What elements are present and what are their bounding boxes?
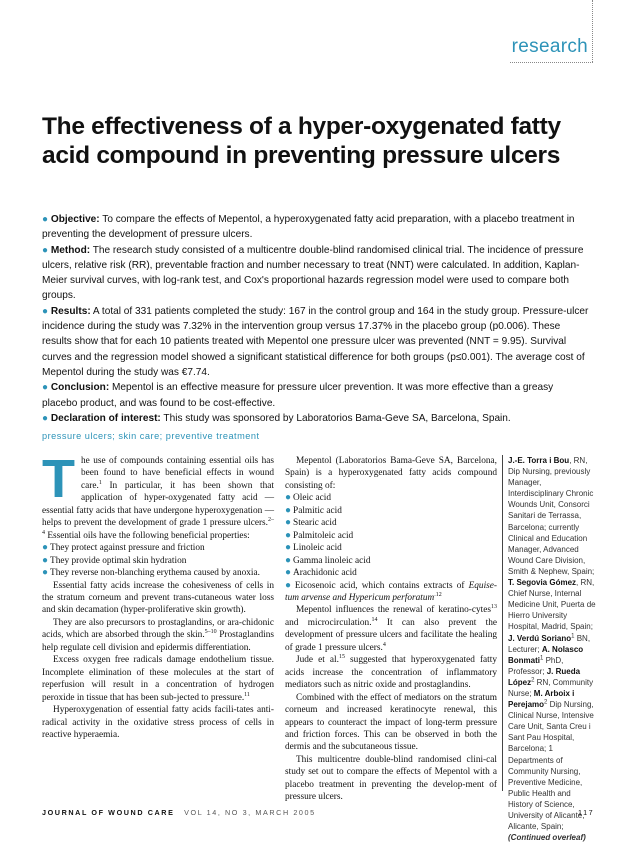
- bullet-icon: ●: [42, 244, 49, 256]
- drop-cap: T: [42, 449, 75, 509]
- list-item: ● Stearic acid: [285, 517, 337, 529]
- list-item: ● They protect against pressure and friction: [42, 542, 205, 554]
- bullet-icon: ●: [285, 504, 292, 516]
- page-number: 117: [578, 808, 595, 817]
- author-name: J.-E. Torra i Bou: [508, 456, 570, 465]
- author-name: J. Rueda López: [508, 666, 581, 687]
- column-divider: [502, 455, 503, 791]
- bullet-icon: ●: [285, 517, 292, 529]
- abstract: [42, 212, 590, 426]
- author-name: J. Verdú Soriano: [508, 633, 572, 643]
- list-item: ● They provide optimal skin hydration: [42, 554, 187, 566]
- abstract-results: ● Results: A total of 331 patients completed the study: 167 in the control group and 164 in the study group. Pressure-ulcer incidence during the study was 7.32% in the intervention group versus 17.37% in the placebo group (p0.006). These results show that for each 10 patients treated with Mepentol one pressure ulcer was prevented (NNT = 9.95). Survival curves and the regression model showed a significant statistical difference for both groups (p≤0.001). The average cost of Mepentol during the study was €7.74.: [42, 305, 589, 378]
- bullet-icon: ●: [42, 542, 49, 554]
- bullet-icon: ●: [42, 382, 49, 394]
- bullet-icon: ●: [42, 214, 49, 225]
- abstract-declaration: ● Declaration of interest: This study was sponsored by Laboratorios Bama-Geve SA, Barcelona, Spain.: [42, 412, 511, 424]
- abstract-objective: ● Objective: To compare the effects of Mepentol, a hyperoxygenated fatty acid preparation, with a placebo treatment in preventing the development of pressure ulcers.: [42, 214, 575, 241]
- journal-volume: VOL 14, NO 3, MARCH 2005: [184, 808, 316, 817]
- bullet-icon: ●: [42, 412, 49, 424]
- bullet-icon: ●: [42, 554, 49, 566]
- list-item: ● Linoleic acid: [285, 542, 342, 554]
- list-item: ● Palmitoleic acid: [285, 529, 354, 541]
- list-item: ● Oleic acid: [285, 492, 331, 504]
- continued-note: (Continued overleaf): [508, 833, 586, 843]
- list-item: ● Gamma linoleic acid: [285, 554, 371, 566]
- paragraph: Mepentol (Laboratorios Bama-Geve SA, Barcelona, Spain) is a hyperoxygenated fatty acids compound consisting of:: [285, 456, 497, 491]
- paragraph: The use of compounds containing essential oils has been found to have beneficial effects in wound care.$^1$ In particular, it has been shown that application of hyper-oxygenated fatty acid — essential fatty acids that have undergone hyperoxygenation — helps to prevent the development of grade 1 pressure ulcers.$^{2-4}$ Essential oils have the following beneficial properties:: [42, 449, 274, 541]
- body-column-1: [42, 449, 274, 741]
- header-rule-vertical: [592, 0, 593, 62]
- ingredients-list: [285, 492, 497, 604]
- bullet-icon: ●: [285, 529, 292, 541]
- list-item: ● Eicosenoic acid, which contains extracts of Equise-tum arvense and Hypericum perforatum$^{.12}$: [285, 579, 497, 603]
- keywords: pressure ulcers; skin care; preventive treatment: [42, 431, 260, 441]
- bullet-icon: ●: [285, 542, 292, 554]
- abstract-conclusion: ● Conclusion: Mepentol is an effective measure for pressure ulcer prevention. It was more effective than a greasy placebo product, and was found to be cost-effective.: [42, 382, 554, 409]
- author-name: M. Arboix i Perejamo: [508, 688, 575, 710]
- bullet-icon: ●: [285, 579, 293, 591]
- paragraph: Jude et al.$^{15}$ suggested that hyperoxygenated fatty acids increase the concentration of inflammatory mediators such as nitric oxide and prostaglandins.: [285, 654, 497, 691]
- paragraph: Combined with the effect of mediators on the stratum corneum and increased keratinocyte renewal, this appears to counteract the impact of long-term pressure and friction forces. This can be observed in both the dermis and the subcutaneous tissue.: [285, 692, 497, 753]
- author-name: T. Segovia Gómez: [508, 578, 577, 588]
- journal-name: JOURNAL OF WOUND CARE: [42, 808, 175, 817]
- author-name: A. Nolasco Bonmati: [508, 644, 584, 665]
- list-item: ● Arachidonic acid: [285, 567, 357, 579]
- paragraph: Essential fatty acids increase the cohesiveness of cells in the stratum corneum and prevent trans-cutaneous water loss and skin decamation (hyper-proliferative skin growth).: [42, 580, 274, 616]
- list-item: ● They reverse non-blanching erythema caused by anoxia.: [42, 567, 260, 579]
- bullet-icon: ●: [285, 567, 292, 579]
- paragraph: This multicentre double-blind randomised clini-cal study set out to compare the effects of Mepentol with a placebo treatment in preventing the develop-ment of pressure ulcers.: [285, 754, 497, 803]
- abstract-method: ● Method: The research study consisted of a multicentre double-blind randomised clinical trial. The incidence of pressure ulcers, relative risk (RR), preventable fraction and number necessary to treat (NNT) were calculated. In addition, Kaplan-Meier survival curves, with log-rank test, and Cox's proportional hazards regression model were used to compare both groups.: [42, 244, 584, 302]
- paragraph: Mepentol influences the renewal of keratino-cytes$^{13}$ and microcirculation.$^{14}$ It can also prevent the development of pressure ulcers and facilitate the healing of grade 1 pressure ulcers.$^4$: [285, 604, 497, 653]
- paragraph: Excess oxygen free radicals damage endothelium tissue. Incomplete elimination of these molecules at the start of reperfusion will result in a concentration of hydrogen peroxide in tissue that has been sub-jected to pressure.$^{11}$: [42, 655, 274, 703]
- paragraph: They are also precursors to prostaglandins, or ara-chidonic acids, which are absorbed through the skin.$^{5-10}$ Prostaglandins help regulate cell division and epidermis differentiation.: [42, 617, 274, 653]
- body-column-2: [285, 455, 497, 804]
- header-rule-horizontal: [510, 62, 593, 63]
- section-label: research: [511, 36, 588, 57]
- bullet-icon: ●: [285, 554, 292, 566]
- bullet-icon: ●: [42, 305, 49, 317]
- article-title: The effectiveness of a hyper-oxygenated fatty acid compound in preventing pressure ulcers: [42, 113, 561, 169]
- properties-list: [42, 542, 274, 579]
- page-footer: [42, 808, 316, 817]
- list-item: ● Palmitic acid: [285, 504, 342, 516]
- bullet-icon: ●: [42, 567, 49, 579]
- bullet-icon: ●: [285, 492, 292, 504]
- paragraph: Hyperoxygenation of essential fatty acids facili-tates anti-radical activity in the oxidative stress process of cells in reactive hyperaemia.: [42, 705, 274, 740]
- author-affiliations: J.-E. Torra i Bou, RN, Dip Nursing, previously Manager, Interdisciplinary Chronic Wounds Unit, Consorci Sanitari de Terrassa, Barcelona; currently Clinical and Education Manager, Advanced Wound Care Division, Smith & Nephew, Spain; T. Segovia Gómez, RN, Chief Nurse, Internal Medicine Unit, Puerta de Hierro University Hospital, Madrid, Spain; J. Verdú Soriano$^1$ BN, Lecturer; A. Nolasco Bonmati$^1$ PhD, Professor; J. Rueda López$^2$ RN, Community Nurse; M. Arboix i Perejamo$^2$ Dip Nursing, Clinical Nurse, Intensive Care Unit, Santa Creu i Sant Pau Hospital, Barcelona; 1 Departments of Community Nursing, Preventive Medicine, Public Health and History of Science, University of Alicante, Alicante, Spain; (Continued overleaf): [508, 456, 596, 843]
